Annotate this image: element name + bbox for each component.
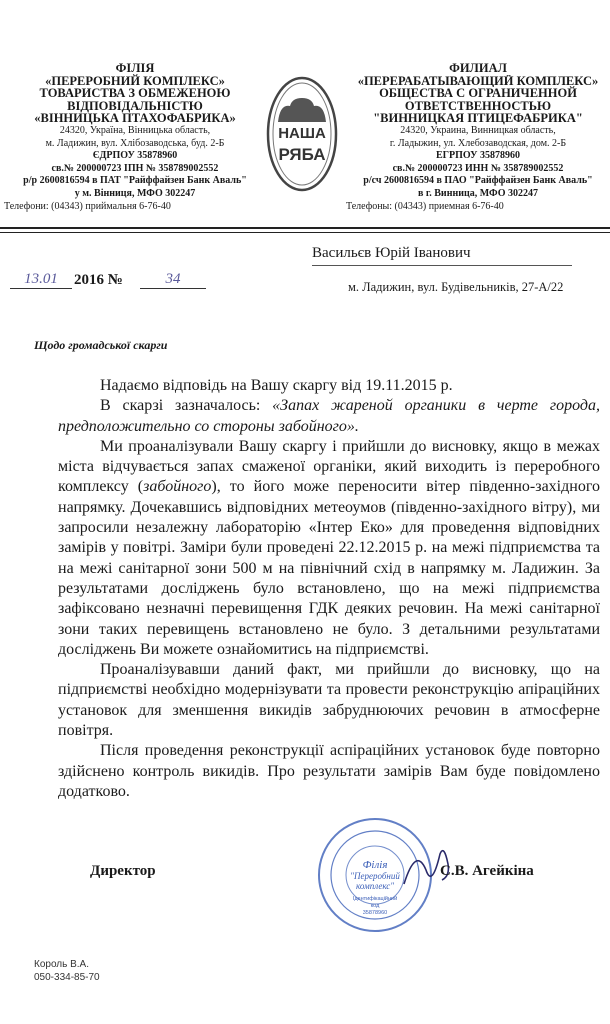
stamp-text: Ідентифікаційний <box>352 896 398 902</box>
header-left-line: св.№ 200000723 ІПН № 358789002552 <box>51 162 219 174</box>
header-left-line: 24320, Україна, Вінницька область, <box>59 124 211 136</box>
nasha-ryaba-logo <box>264 74 340 194</box>
number-field <box>140 270 206 289</box>
paragraph: Надаємо відповідь на Вашу скаргу від 19.11.2015 р. <box>100 377 453 394</box>
header-right-line: в г. Винница, МФО 302247 <box>417 187 539 199</box>
header-right <box>346 62 610 213</box>
paragraph <box>58 396 600 437</box>
recipient-name: Васильєв Юрій Іванович <box>312 245 471 261</box>
logo-text-bottom: РЯБА <box>278 145 326 164</box>
paragraph-text: Ми проаналізували Вашу скаргу і прийшли до висновку, якщо в межах міста відчувається запах смаженої органіки, який виходить із переробного комплексу ( <box>58 437 600 496</box>
header-right-line: св.№ 200000723 ИНН № 358789002552 <box>392 162 564 174</box>
paragraph: Після проведення реконструкції аспіраційних установок буде повторно здійснено контроль викидів. Про результати замірів Вам буде повідомлено додатково. <box>58 742 600 800</box>
header-left-line: «ПЕРЕРОБНИЙ КОМПЛЕКС» <box>45 73 225 88</box>
signatory-name: С.В. Агейкіна <box>440 863 534 879</box>
signatory-title: Директор <box>90 863 156 879</box>
header-left-line: м. Ладижин, вул. Хлібозаводська, буд. 2-Б <box>45 137 225 149</box>
paragraph-italic: забойного <box>143 478 212 496</box>
subject-line: Щодо громадської скарги <box>34 338 168 352</box>
header-left-line: ФІЛІЯ <box>115 61 155 75</box>
header-right-line: Телефоны: (04343) приемная 6-76-40 <box>346 200 504 212</box>
header-right-line: "ВИННИЦКАЯ ПТИЦЕФАБРИКА" <box>373 111 583 126</box>
header-left-line: Телефони: (04343) приймальня 6-76-40 <box>4 200 171 212</box>
header-left-line: ТОВАРИСТВА З ОБМЕЖЕНОЮ <box>39 86 231 101</box>
recipient-underline <box>312 265 572 266</box>
header-right-line: «ПЕРЕРАБАТЫВАЮЩИЙ КОМПЛЕКС» <box>357 74 599 88</box>
header-right-line: ФИЛИАЛ <box>449 61 507 75</box>
stamp-text: комплекс" <box>355 881 395 891</box>
header-divider <box>0 227 610 229</box>
date-field <box>10 270 72 289</box>
footer-author: Король В.А. <box>34 959 90 970</box>
header-right-line: 24320, Украина, Винницкая область, <box>400 124 556 136</box>
stamp-text: Філія <box>362 859 388 871</box>
header-right-line: р/сч 2600816594 в ПАО "Райффайзен Банк Аваль" <box>363 175 593 187</box>
header-right-line: ОБЩЕСТВА С ОГРАНИЧЕННОЙ <box>379 86 577 101</box>
number-handwritten: 34 <box>165 271 181 287</box>
header-divider-thin <box>0 232 610 233</box>
paragraph-text: В скарзі зазначалось: <box>100 397 273 415</box>
paragraph <box>58 437 600 660</box>
logo-text-top: НАША <box>278 125 326 142</box>
paragraph: Проаналізувавши даний факт, ми прийшли до висновку, що на підприємстві необхідно модернізувати та провести реконструкцію апіраційних установок для зменшення викидів забруднюючих речовин в атмосферне повітря. <box>58 661 600 740</box>
year-number-label: 2016 № <box>74 272 123 288</box>
footer-phone: 050-334-85-70 <box>34 972 100 983</box>
header-left-line: р/р 2600816594 в ПАТ "Райффайзен Банк Аваль" <box>23 175 247 187</box>
stamp-text: 35878960 <box>362 910 388 916</box>
letter-body <box>58 376 600 802</box>
header-left-line: у м. Вінниця, МФО 302247 <box>74 187 196 199</box>
header-right-line: ОТВЕТСТВЕННОСТЬЮ <box>404 98 552 113</box>
paragraph-text: ), то його може переносити вітер південно-західного напрямку. Дочекавшись відповідних метеоумов (південно-західного вітру), ми запросили незалежну лабораторію «Інтер Еко» для проведення відповідних замірів у повітрі. Заміри були проведені 22.12.2015 р. на межі підприємства та на межі санітарної зони 500 м на північний схід в напрямку м. Ладижин. За результатами досліджень було встановлено, що на межі підприємства зафіксовано незначні перевищення ГДК деяких речовин. На межі санітарної зони таких перевищень встановлено не було. З детальними результатами досліджень Ви можете ознайомитись на підприємстві. <box>58 478 600 658</box>
header-left-line: ЄДРПОУ 35878960 <box>92 150 178 162</box>
stamp-text: код <box>370 903 380 909</box>
stamp-text: "Переробний <box>350 871 400 881</box>
header-left-line: ВІДПОВІДАЛЬНІСТЮ <box>67 98 203 113</box>
date-handwritten: 13.01 <box>24 271 58 287</box>
header-left-line: «ВІННИЦЬКА ПТАХОФАБРИКА» <box>34 111 236 126</box>
complaint-quote: «Запах жареной органики в черте города, предположительно со стороны забойного». <box>58 397 600 435</box>
header-left <box>4 62 266 213</box>
header-right-line: ЕГРПОУ 35878960 <box>436 150 520 162</box>
recipient-address: м. Ладижин, вул. Будівельників, 27-А/22 <box>348 280 564 294</box>
header-right-line: г. Ладыжин, ул. Хлебозаводская, дом. 2-Б <box>389 137 567 149</box>
